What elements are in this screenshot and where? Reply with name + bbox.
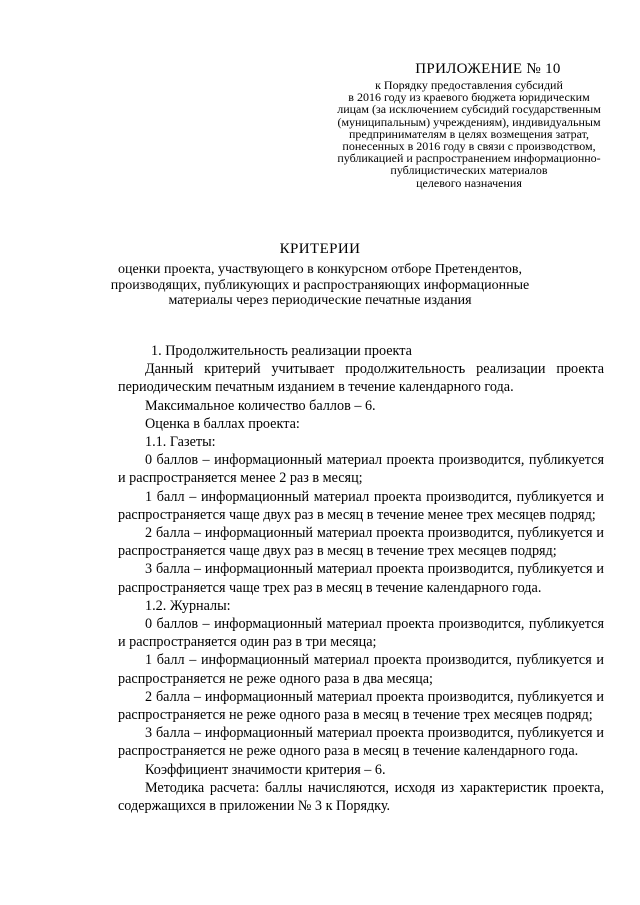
appendix-line: лицам (за исключением субсидий государственным [337, 102, 601, 117]
appendix-lines [318, 79, 620, 189]
document-subtitle [0, 262, 640, 309]
paragraph: 3 балла – информационный материал проекта производится, публикуется и распространяется не реже одного раза в месяц в течение календарного года. [118, 725, 604, 760]
paragraph: 1 балл – информационный материал проекта производится, публикуется и распространяется чаще двух раз в месяц в течение менее трех месяцев подряд; [118, 488, 604, 523]
paragraph: 3 балла – информационный материал проекта производится, публикуется и распространяется чаще трех раз в месяц в течение календарного года. [118, 561, 604, 596]
appendix-line: в 2016 году из краевого бюджета юридическим [348, 90, 590, 105]
appendix-block [318, 60, 620, 189]
subtitle-line: оценки проекта, участвующего в конкурсном отборе Претендентов, [118, 262, 522, 277]
subtitle-line: производящих, публикующих и распространяющих информационные [110, 277, 530, 293]
paragraph: Данный критерий учитывает продолжительность реализации проекта периодическим печатным изданием в течение календарного года. [118, 361, 604, 396]
paragraph: Оценка в баллах проекта: [145, 415, 300, 432]
paragraph: 2 балла – информационный материал проекта производится, публикуется и распространяется не реже одного раза в месяц в течение трех месяцев подряд; [118, 688, 604, 724]
appendix-line: к Порядку предоставления субсидий [375, 78, 563, 92]
document-body [118, 342, 604, 815]
appendix-title: ПРИЛОЖЕНИЕ № 10 [415, 61, 561, 77]
paragraph: Максимальное количество баллов – 6. [145, 397, 376, 414]
paragraph: Коэффициент значимости критерия – 6. [145, 761, 386, 778]
paragraph: 2 балла – информационный материал проекта производится, публикуется и распространяется чаще двух раз в месяц в течение трех месяцев подряд; [118, 525, 604, 560]
paragraph: 1 балл – информационный материал проекта производится, публикуется и распространяется не реже одного раза в два месяца; [118, 652, 604, 687]
appendix-line: целевого назначения [416, 175, 522, 190]
paragraph: 1.2. Журналы: [145, 597, 231, 614]
appendix-line: (муниципальным) учреждениям), индивидуальным [337, 114, 601, 129]
section-heading: 1. Продолжительность реализации проекта [151, 343, 412, 359]
appendix-line: понесенных в 2016 году в связи с производством, [342, 139, 596, 154]
appendix-line: предпринимателям в целях возмещения затрат, [348, 126, 589, 141]
paragraph: Методика расчета: баллы начисляются, исходя из характеристик проекта, содержащихся в приложении № 3 к Порядку. [118, 779, 604, 815]
document-title: КРИТЕРИИ [279, 241, 361, 257]
paragraph: 0 баллов – информационный материал проекта производится, публикуется и распространяется один раз в три месяца; [118, 616, 604, 651]
paragraph: 0 баллов – информационный материал проекта производится, публикуется и распространяется менее 2 раз в месяц; [118, 452, 604, 487]
appendix-line: публикацией и распространением информационно- [337, 151, 601, 166]
subtitle-line: материалы через периодические печатные издания [168, 293, 472, 308]
appendix-line: публицистических материалов [390, 163, 548, 178]
paragraph: 1.1. Газеты: [145, 434, 216, 451]
